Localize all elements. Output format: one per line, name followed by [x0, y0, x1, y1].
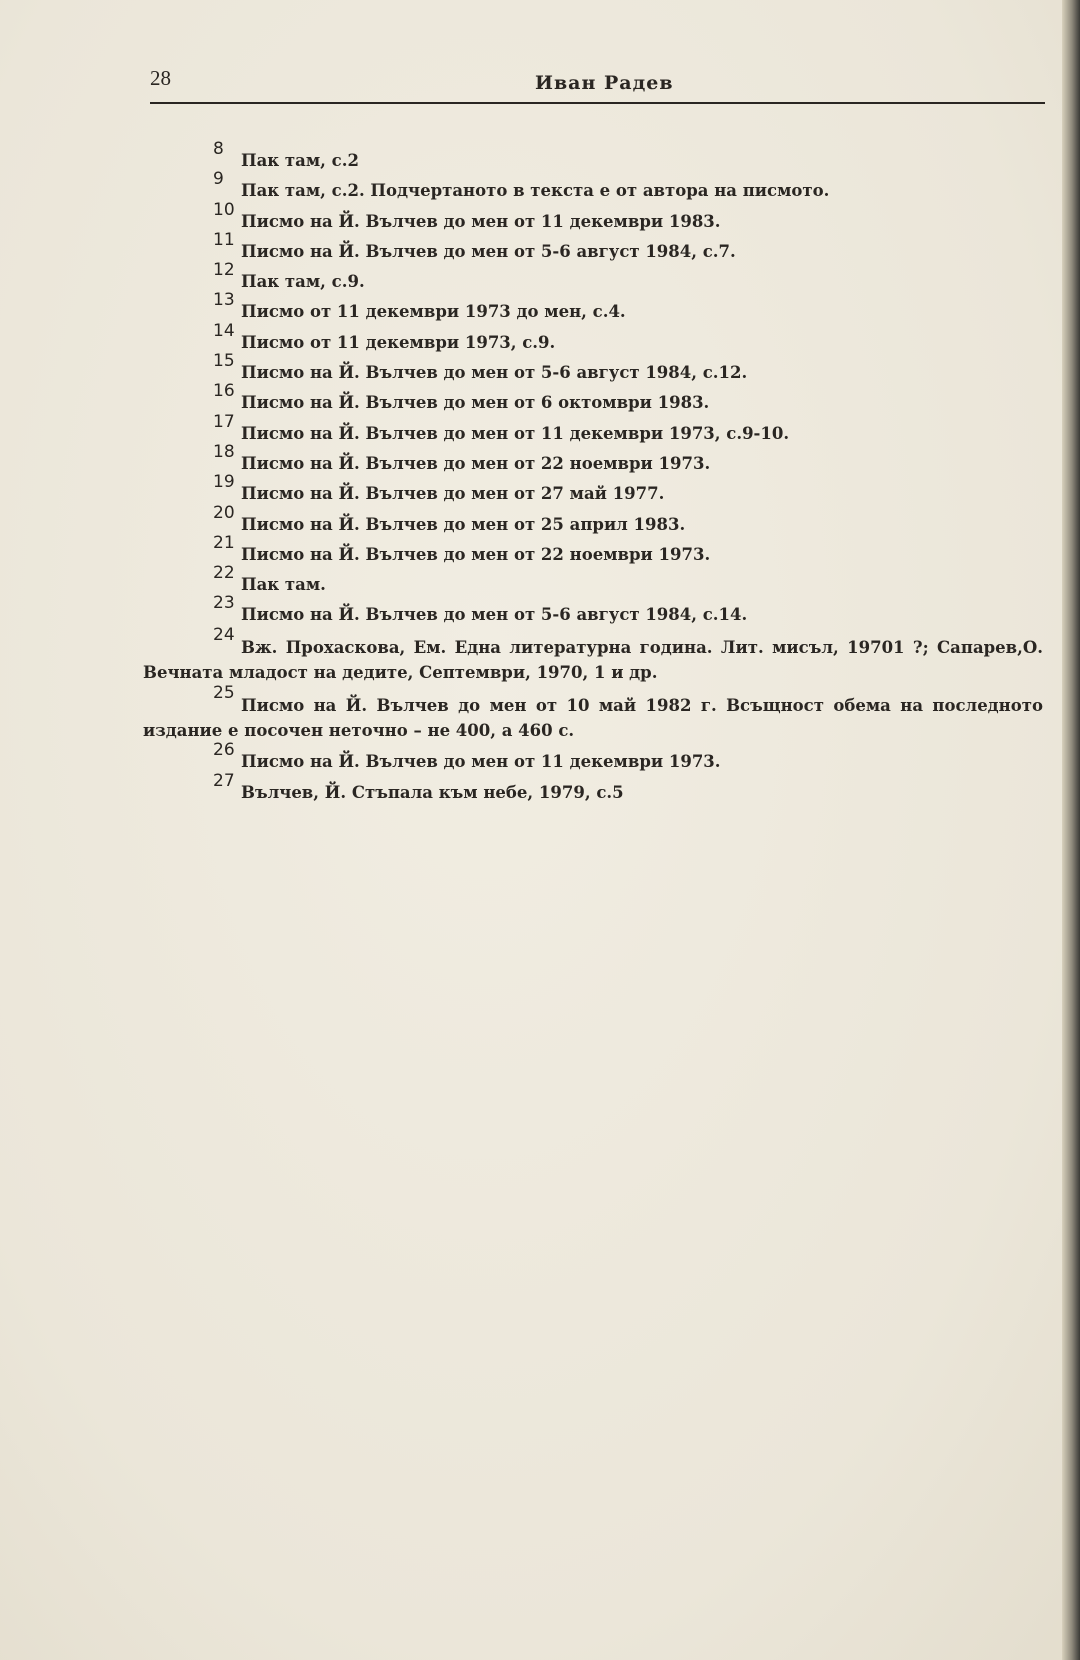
footnote — [143, 472, 1043, 505]
footnote-text: Писмо на Й. Вълчев до мен от 10 май 1982 г. Всъщност обема на последното издание е посочен неточно – не 400, а 460 с. — [143, 696, 1043, 741]
footnote-text: Вж. Прохаскова, Ем. Една литературна година. Лит. мисъл, 19701 ?; Сапарев,О. Вечната младост на дедите, Септември, 1970, 1 и др. — [143, 637, 1043, 682]
footnote-number: 9 — [213, 169, 224, 190]
footnote-text: Писмо на Й. Вълчев до мен от 22 ноември 1973. — [241, 544, 711, 564]
footnote-text: Писмо на Й. Вълчев до мен от 11 декември 1973, с.9-10. — [241, 423, 790, 443]
footnote-text: Вълчев, Й. Стъпала към небе, 1979, с.5 — [241, 782, 624, 802]
footnote-number: 13 — [213, 290, 235, 311]
footnote-number: 25 — [213, 683, 235, 704]
footnote — [143, 169, 1043, 202]
footnote-number: 26 — [213, 740, 235, 761]
footnote-number: 16 — [213, 381, 235, 402]
footnote — [143, 199, 1043, 233]
footnote-text: Писмо на Й. Вълчев до мен от 6 октомври 1983. — [241, 393, 710, 413]
footnote-text: Пак там, с.2. Подчертаното в текста е от автора на писмото. — [241, 181, 830, 201]
footnote-number: 14 — [213, 320, 235, 341]
footnote — [143, 320, 1043, 354]
header-rule — [150, 102, 1045, 104]
footnote-text: Писмо на Й. Вълчев до мен от 5-6 август 1984, с.14. — [241, 605, 748, 625]
footnote — [143, 229, 1043, 263]
footnote-text: Писмо на Й. Вълчев до мен от 5-6 август 1984, с.7. — [241, 241, 736, 261]
footnote-text: Писмо на Й. Вълчев до мен от 11 декември 1973. — [241, 752, 721, 772]
footnote — [143, 593, 1043, 626]
footnote-number: 11 — [213, 229, 235, 250]
running-head: Иван Радев — [535, 72, 674, 94]
footnote-number: 17 — [213, 411, 235, 432]
footnote-text: Писмо на Й. Вълчев до мен от 22 ноември 1973. — [241, 453, 711, 473]
footnote-text: Писмо от 11 декември 1973, с.9. — [241, 332, 556, 352]
footnote-number: 19 — [213, 472, 235, 493]
footnote-number: 23 — [213, 593, 235, 614]
page-number: 28 — [150, 66, 171, 90]
footnote-number: 27 — [213, 770, 235, 791]
footnote — [143, 351, 1043, 384]
footnote — [143, 502, 1043, 536]
footnote-number: 12 — [213, 260, 235, 281]
footnote — [143, 683, 1043, 743]
footnote — [143, 441, 1043, 475]
page-header — [150, 62, 1045, 108]
footnote-text: Писмо на Й. Вълчев до мен от 25 април 1983. — [241, 514, 686, 534]
footnote — [143, 563, 1043, 596]
page-edge-shadow — [1062, 0, 1080, 1660]
footnote-text: Писмо на Й. Вълчев до мен от 11 декември 1983. — [241, 211, 721, 231]
footnote-text: Пак там. — [241, 575, 326, 595]
footnote-number: 10 — [213, 199, 235, 220]
footnote-number: 21 — [213, 532, 235, 553]
footnote — [143, 290, 1043, 323]
footnote-text: Пак там, с.9. — [241, 272, 365, 292]
footnote-number: 15 — [213, 351, 235, 372]
footnotes-list — [143, 139, 1043, 812]
footnote-number: 18 — [213, 441, 235, 462]
footnote — [143, 260, 1043, 293]
footnote — [143, 381, 1043, 414]
footnote-text: Писмо от 11 декември 1973 до мен, с.4. — [241, 302, 626, 322]
footnote-number: 20 — [213, 502, 235, 523]
footnote — [143, 411, 1043, 445]
footnote-text: Пак там, с.2 — [241, 151, 359, 170]
footnote-number: 24 — [213, 624, 235, 645]
footnote-number: 8 — [213, 139, 224, 159]
footnote — [143, 624, 1043, 685]
footnote — [143, 770, 1043, 804]
footnote-text: Писмо на Й. Вълчев до мен от 27 май 1977. — [241, 484, 665, 504]
footnote-text: Писмо на Й. Вълчев до мен от 5-6 август 1984, с.12. — [241, 363, 748, 383]
footnote-number: 22 — [213, 563, 235, 584]
footnote — [143, 740, 1043, 773]
footnote — [143, 139, 1043, 172]
footnote — [143, 532, 1043, 566]
